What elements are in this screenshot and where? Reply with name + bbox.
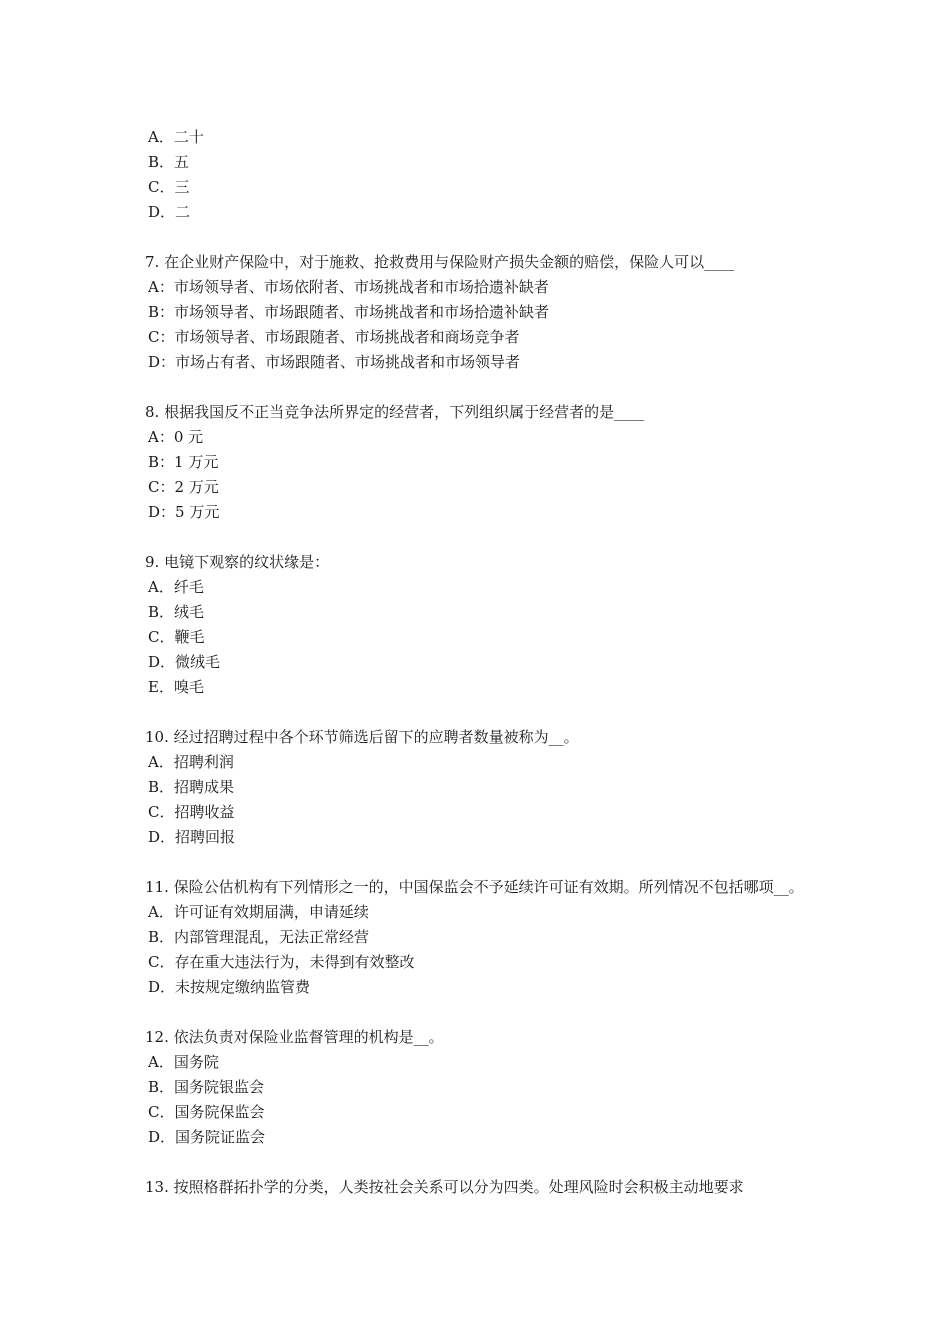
question-block <box>145 725 825 850</box>
option-text: 市场占有者、市场跟随者、市场挑战者和市场领导者 <box>175 353 521 371</box>
option-key: C： <box>148 478 175 496</box>
answer-option <box>145 425 825 450</box>
answer-option <box>145 500 825 525</box>
option-text: 市场领导者、市场依附者、市场挑战者和市场拾遗补缺者 <box>173 278 549 296</box>
option-key: C． <box>148 178 175 196</box>
option-key: E． <box>148 678 174 696</box>
option-text: 1 万元 <box>174 453 219 471</box>
option-key: D： <box>148 353 176 371</box>
option-key: C． <box>148 803 175 821</box>
option-text: 招聘成果 <box>174 778 235 796</box>
answer-option <box>145 800 825 825</box>
answer-option <box>145 150 825 175</box>
answer-option <box>145 950 825 975</box>
option-key: B： <box>148 453 175 471</box>
answer-option <box>145 575 825 600</box>
question-block <box>145 875 825 1000</box>
option-text: 市场领导者、市场跟随者、市场挑战者和市场拾遗补缺者 <box>174 303 550 321</box>
option-key: C： <box>148 328 175 346</box>
option-text: 市场领导者、市场跟随者、市场挑战者和商场竞争者 <box>174 328 520 346</box>
question-stem: 12. 依法负责对保险业监督管理的机构是__。 <box>145 1028 444 1046</box>
option-text: 存在重大违法行为，未得到有效整改 <box>174 953 415 971</box>
option-key: D． <box>148 828 176 846</box>
question-stem: 8. 根据我国反不正当竞争法所界定的经营者，下列组织属于经营者的是____ <box>145 403 645 421</box>
answer-option <box>145 475 825 500</box>
option-key: D． <box>148 1128 176 1146</box>
option-text: 纤毛 <box>173 578 204 596</box>
question-stem: 10. 经过招聘过程中各个环节筛选后留下的应聘者数量被称为__。 <box>145 728 579 746</box>
question-stem: 7. 在企业财产保险中，对于施救、抢救费用与保险财产损失金额的赔偿，保险人可以____ <box>145 253 735 271</box>
option-key: B． <box>148 1078 175 1096</box>
question-stem: 9. 电镜下观察的纹状缘是： <box>145 553 330 571</box>
option-text: 0 元 <box>173 428 204 446</box>
option-key: D： <box>148 503 176 521</box>
question-block <box>145 1175 825 1200</box>
question-stem: 13. 按照格群拓扑学的分类，人类按社会关系可以分为四类。处理风险时会积极主动地要求 <box>145 1178 744 1196</box>
option-text: 招聘收益 <box>174 803 235 821</box>
option-key: A． <box>148 578 174 596</box>
question-block <box>145 400 825 525</box>
option-text: 二十 <box>173 128 204 146</box>
answer-option <box>145 1075 825 1100</box>
answer-option <box>145 1050 825 1075</box>
option-key: C． <box>148 1103 175 1121</box>
answer-option <box>145 825 825 850</box>
answer-option <box>145 750 825 775</box>
answer-option <box>145 1125 825 1150</box>
option-text: 国务院证监会 <box>175 1128 266 1146</box>
option-key: A． <box>148 128 174 146</box>
option-key: A． <box>148 753 174 771</box>
option-text: 未按规定缴纳监管费 <box>175 978 311 996</box>
option-key: B． <box>148 928 175 946</box>
option-key: B． <box>148 778 175 796</box>
question-block <box>145 250 825 375</box>
question-block <box>145 550 825 700</box>
option-text: 三 <box>174 178 190 196</box>
option-text: 绒毛 <box>174 603 205 621</box>
option-text: 鞭毛 <box>174 628 205 646</box>
document-page <box>145 125 825 1225</box>
answer-option <box>145 175 825 200</box>
answer-option <box>145 1100 825 1125</box>
answer-option <box>145 600 825 625</box>
option-key: B． <box>148 603 175 621</box>
option-key: C． <box>148 628 175 646</box>
option-key: A． <box>148 903 174 921</box>
question-block <box>145 125 825 225</box>
option-text: 5 万元 <box>175 503 220 521</box>
option-key: C． <box>148 953 175 971</box>
option-text: 二 <box>175 203 191 221</box>
option-text: 招聘回报 <box>175 828 236 846</box>
option-key: D． <box>148 978 176 996</box>
option-key: B： <box>148 303 175 321</box>
answer-option <box>145 125 825 150</box>
answer-option <box>145 450 825 475</box>
option-text: 内部管理混乱，无法正常经营 <box>174 928 370 946</box>
answer-option <box>145 775 825 800</box>
answer-option <box>145 275 825 300</box>
answer-option <box>145 925 825 950</box>
answer-option <box>145 675 825 700</box>
answer-option <box>145 200 825 225</box>
answer-option <box>145 650 825 675</box>
answer-option <box>145 325 825 350</box>
answer-option <box>145 900 825 925</box>
option-key: A： <box>148 278 174 296</box>
option-text: 许可证有效期届满，申请延续 <box>173 903 369 921</box>
option-text: 招聘利润 <box>173 753 234 771</box>
option-text: 国务院保监会 <box>174 1103 265 1121</box>
option-text: 嗅毛 <box>173 678 204 696</box>
option-text: 微绒毛 <box>175 653 221 671</box>
option-text: 五 <box>174 153 190 171</box>
option-text: 国务院 <box>173 1053 219 1071</box>
option-key: A： <box>148 428 174 446</box>
answer-option <box>145 625 825 650</box>
answer-option <box>145 300 825 325</box>
option-text: 国务院银监会 <box>174 1078 265 1096</box>
answer-option <box>145 350 825 375</box>
option-key: D． <box>148 203 176 221</box>
option-text: 2 万元 <box>174 478 219 496</box>
question-block <box>145 1025 825 1150</box>
answer-option <box>145 975 825 1000</box>
option-key: A． <box>148 1053 174 1071</box>
option-key: B． <box>148 153 175 171</box>
option-key: D． <box>148 653 176 671</box>
question-stem: 11. 保险公估机构有下列情形之一的，中国保监会不予延续许可证有效期。所列情况不包括哪项__。 <box>145 878 804 896</box>
